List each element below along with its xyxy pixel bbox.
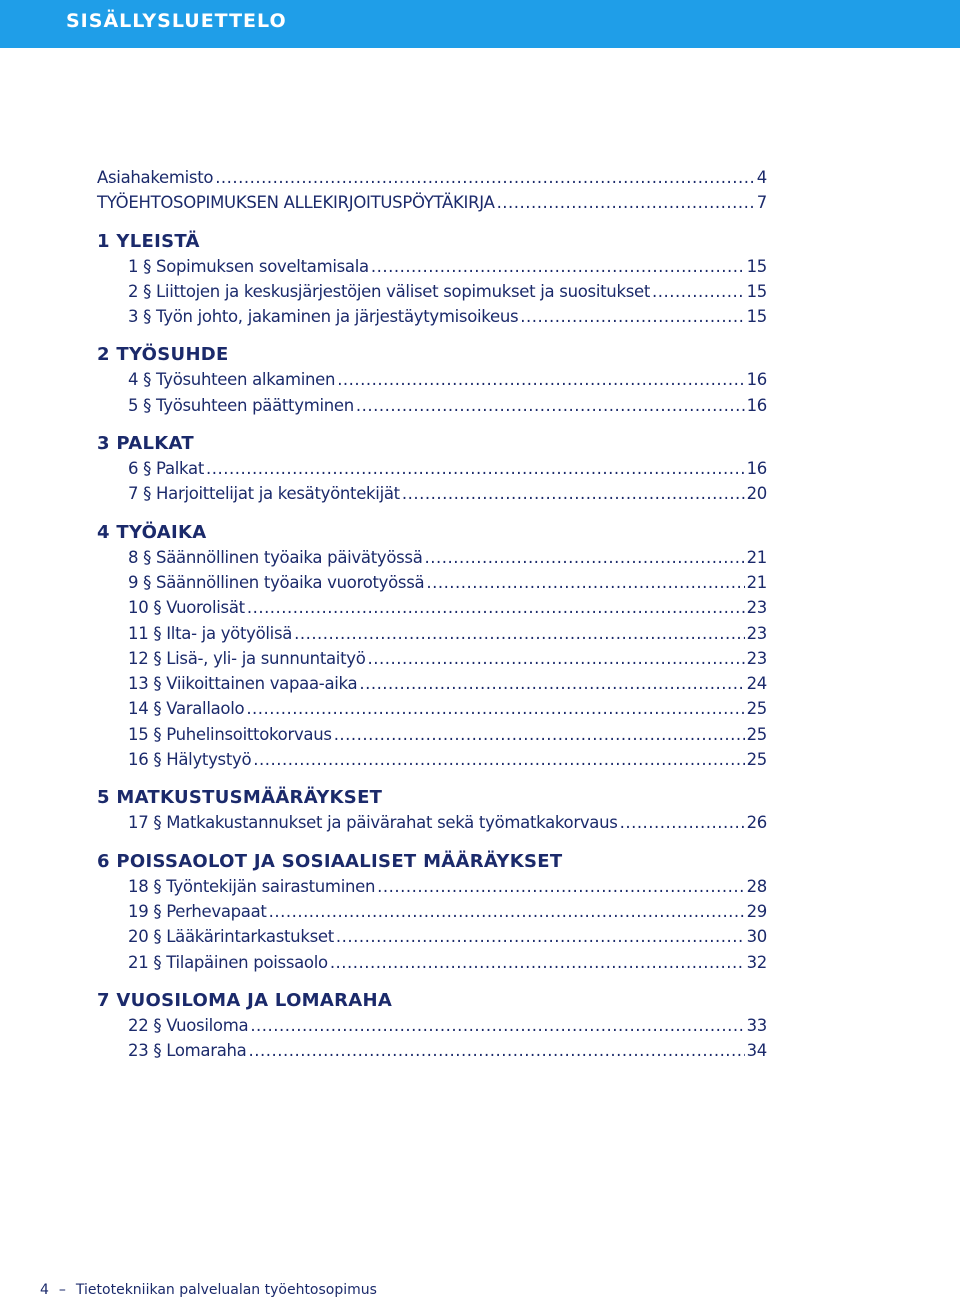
toc-entry-page: 28	[746, 876, 767, 896]
toc-entry[interactable]	[128, 456, 767, 481]
toc-dot-leader	[247, 595, 745, 620]
toc-entry-label: 5 § Työsuhteen päättyminen	[128, 395, 354, 415]
toc-dot-leader	[425, 545, 745, 570]
toc-dot-leader	[253, 747, 744, 772]
toc-dot-leader	[371, 254, 745, 279]
toc-entry[interactable]	[128, 874, 767, 899]
toc-dot-leader	[334, 722, 745, 747]
toc-entry[interactable]	[97, 190, 767, 215]
toc-dot-leader	[520, 304, 744, 329]
toc-dot-leader	[246, 696, 744, 721]
toc-entry-page: 16	[746, 395, 767, 415]
toc-entry-label: 20 § Lääkärintarkastukset	[128, 927, 334, 947]
toc-entry-label: 22 § Vuosiloma	[128, 1015, 249, 1035]
toc-entry[interactable]	[128, 367, 767, 392]
toc-entry-label: 8 § Säännöllinen työaika päivätyössä	[128, 547, 423, 567]
toc-entry[interactable]	[128, 621, 767, 646]
toc-entry-page: 23	[746, 598, 767, 618]
toc-entry-page: 16	[746, 459, 767, 479]
toc-dot-leader	[426, 570, 744, 595]
footer-document-title: Tietotekniikan palvelualan työehtosopimus	[75, 1282, 377, 1298]
toc-entry-page: 25	[746, 724, 767, 744]
toc-entry-label: 16 § Hälytystyö	[128, 750, 252, 770]
footer-page-number: 4	[40, 1282, 49, 1298]
toc-entry-page: 23	[746, 648, 767, 668]
toc-entry[interactable]	[128, 1038, 767, 1063]
toc-section-heading: 5 MATKUSTUSMÄÄRÄYKSET	[97, 787, 383, 809]
toc-entry[interactable]	[128, 810, 767, 835]
toc-entry-label: 6 § Palkat	[128, 459, 204, 479]
toc-dot-leader	[652, 279, 745, 304]
toc-dot-leader	[294, 621, 745, 646]
toc-entry-page: 30	[746, 927, 767, 947]
toc-entry-label: 19 § Perhevapaat	[128, 901, 267, 921]
toc-entry[interactable]	[128, 646, 767, 671]
toc-entry[interactable]	[128, 696, 767, 721]
toc-entry-page: 4	[756, 168, 767, 187]
toc-entry-label: 7 § Harjoittelijat ja kesätyöntekijät	[128, 484, 400, 504]
toc-entry-page: 21	[746, 547, 767, 567]
toc-dot-leader	[356, 393, 745, 418]
toc-entry[interactable]	[128, 595, 767, 620]
toc-entry[interactable]	[128, 671, 767, 696]
toc-section-heading: 1 YLEISTÄ	[97, 230, 200, 252]
toc-dot-leader	[248, 1038, 744, 1063]
toc-entry[interactable]	[128, 722, 767, 747]
toc-entry-label: 14 § Varallaolo	[128, 699, 245, 719]
toc-dot-leader	[336, 924, 745, 949]
toc-entry[interactable]	[128, 304, 767, 329]
toc-dot-leader	[377, 874, 744, 899]
page-title: SISÄLLYSLUETTELO	[66, 10, 287, 32]
toc-entry[interactable]	[128, 254, 767, 279]
toc-entry-page: 24	[746, 674, 767, 694]
toc-entry-label: 9 § Säännöllinen työaika vuorotyössä	[128, 572, 425, 592]
toc-section-heading: 6 POISSAOLOT JA SOSIAALISET MÄÄRÄYKSET	[97, 850, 563, 872]
toc-dot-leader	[402, 481, 745, 506]
toc-entry-page: 25	[746, 750, 767, 770]
toc-entry[interactable]	[97, 165, 767, 190]
toc-entry[interactable]	[128, 950, 767, 975]
toc-dot-leader	[620, 810, 745, 835]
footer-dash: –	[58, 1282, 66, 1298]
toc-entry[interactable]	[128, 924, 767, 949]
toc-entry[interactable]	[128, 570, 767, 595]
toc-entry-label: 11 § Ilta- ja yötyölisä	[128, 623, 293, 643]
toc-dot-leader	[215, 165, 755, 190]
page-header-bar	[0, 0, 960, 48]
toc-entry-label: 12 § Lisä-, yli- ja sunnuntaityö	[128, 648, 366, 668]
toc-entry-label: Asiahakemisto	[97, 168, 214, 187]
toc-entry[interactable]	[128, 481, 767, 506]
toc-entry-label: 3 § Työn johto, jakaminen ja järjestäytymisoikeus	[128, 307, 519, 327]
toc-entry-page: 23	[746, 623, 767, 643]
toc-section-heading: 7 VUOSILOMA JA LOMARAHA	[97, 989, 393, 1011]
toc-entry-page: 16	[746, 370, 767, 390]
toc-entry-page: 15	[746, 256, 767, 276]
toc-entry-label: 23 § Lomaraha	[128, 1041, 247, 1061]
toc-section-heading: 4 TYÖAIKA	[97, 521, 207, 543]
toc-entry-label: 15 § Puhelinsoittokorvaus	[128, 724, 332, 744]
toc-entry[interactable]	[128, 747, 767, 772]
toc-entry-page: 34	[746, 1041, 767, 1061]
toc-entry-label: 2 § Liittojen ja keskusjärjestöjen väliset sopimukset ja suositukset	[128, 281, 651, 301]
toc-entry-label: 18 § Työntekijän sairastuminen	[128, 876, 376, 896]
toc-dot-leader	[497, 190, 755, 215]
toc-entry-label: 21 § Tilapäinen poissaolo	[128, 952, 328, 972]
toc-dot-leader	[250, 1013, 744, 1038]
toc-dot-leader	[359, 671, 744, 696]
toc-entry-page: 20	[746, 484, 767, 504]
toc-entry-page: 33	[746, 1015, 767, 1035]
toc-entry-page: 26	[746, 813, 767, 833]
toc-entry-page: 32	[746, 952, 767, 972]
toc-entry[interactable]	[128, 545, 767, 570]
toc-entry-page: 21	[746, 572, 767, 592]
toc-entry-label: 17 § Matkakustannukset ja päivärahat sekä työmatkakorvaus	[128, 813, 618, 833]
toc-entry-page: 25	[746, 699, 767, 719]
toc-entry[interactable]	[128, 1013, 767, 1038]
toc-entry[interactable]	[128, 279, 767, 304]
table-of-contents	[97, 165, 767, 1063]
toc-section-heading: 3 PALKAT	[97, 433, 194, 455]
page-footer	[40, 1281, 377, 1299]
toc-entry-label: TYÖEHTOSOPIMUKSEN ALLEKIRJOITUSPÖYTÄKIRJA	[97, 193, 495, 213]
toc-entry-page: 29	[746, 901, 767, 921]
toc-dot-leader	[337, 367, 744, 392]
toc-entry-label: 13 § Viikoittainen vapaa-aika	[128, 674, 358, 694]
toc-entry[interactable]	[128, 899, 767, 924]
toc-dot-leader	[330, 950, 745, 975]
toc-entry-page: 7	[756, 193, 767, 213]
toc-dot-leader	[368, 646, 745, 671]
toc-entry-label: 4 § Työsuhteen alkaminen	[128, 370, 336, 390]
toc-dot-leader	[206, 456, 745, 481]
toc-dot-leader	[269, 899, 745, 924]
toc-entry-page: 15	[746, 281, 767, 301]
toc-entry-label: 10 § Vuorolisät	[128, 598, 245, 618]
toc-entry[interactable]	[128, 393, 767, 418]
toc-entry-label: 1 § Sopimuksen soveltamisala	[128, 256, 369, 276]
toc-section-heading: 2 TYÖSUHDE	[97, 344, 229, 366]
toc-entry-page: 15	[746, 307, 767, 327]
